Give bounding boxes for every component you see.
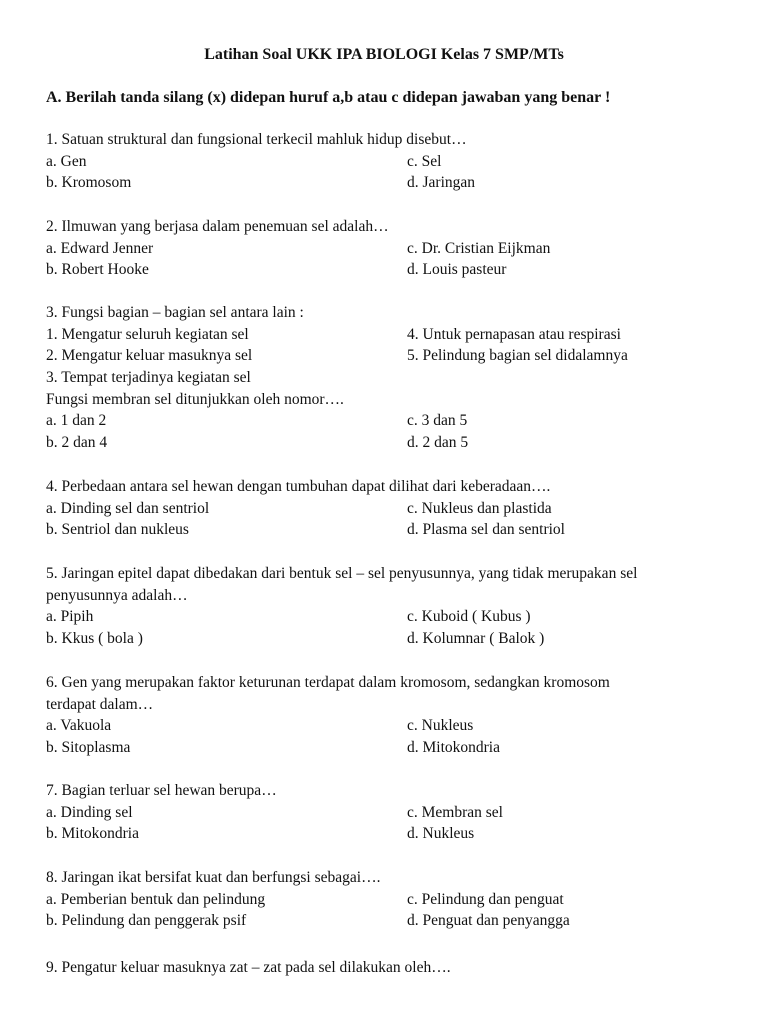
question-stem: 7. Bagian terluar sel hewan berupa… xyxy=(46,782,277,799)
option-a: a. Pemberian bentuk dan pelindung xyxy=(46,890,266,908)
option-c: c. Kuboid ( Kubus ) xyxy=(407,608,531,626)
option-d: d. Louis pasteur xyxy=(407,261,507,279)
option-a: a. Pipih xyxy=(46,608,94,626)
question-stem: 2. Ilmuwan yang berjasa dalam penemuan sel adalah… xyxy=(46,218,389,235)
option-row xyxy=(46,519,726,541)
question-stem: 3. Fungsi bagian – bagian sel antara lain : xyxy=(46,304,304,321)
question-prompt: Fungsi membran sel ditunjukkan oleh nomor…. xyxy=(46,390,344,408)
option-d: d. 2 dan 5 xyxy=(407,434,469,452)
question-9 xyxy=(46,957,726,979)
option-row xyxy=(46,802,726,824)
option-row xyxy=(46,238,726,260)
option-b: b. Pelindung dan penggerak psif xyxy=(46,912,247,930)
option-b: b. Sentriol dan nukleus xyxy=(46,521,189,539)
question-stem: 5. Jaringan epitel dapat dibedakan dari bentuk sel – sel penyusunnya, yang tidak merupakan sel xyxy=(46,565,638,582)
option-d: d. Nukleus xyxy=(407,825,475,843)
option-c: c. Sel xyxy=(407,152,442,170)
option-row xyxy=(46,715,726,737)
question-8 xyxy=(46,867,726,932)
option-c: c. Dr. Cristian Eijkman xyxy=(407,239,551,257)
option-row xyxy=(46,910,726,932)
option-b: b. Sitoplasma xyxy=(46,739,131,757)
option-row xyxy=(46,151,726,173)
question-2 xyxy=(46,216,726,281)
question-stem: 1. Satuan struktural dan fungsional terkecil mahluk hidup disebut… xyxy=(46,131,467,148)
option-c: c. Nukleus dan plastida xyxy=(407,499,552,517)
question-6 xyxy=(46,672,726,759)
statement-1: 1. Mengatur seluruh kegiatan sel xyxy=(46,325,249,343)
option-row xyxy=(46,889,726,911)
question-4 xyxy=(46,476,726,541)
option-d: d. Mitokondria xyxy=(407,739,500,757)
option-b: b. Kkus ( bola ) xyxy=(46,630,143,648)
option-row xyxy=(46,606,726,628)
option-d: d. Penguat dan penyangga xyxy=(407,912,570,930)
option-row xyxy=(46,823,726,845)
statement-5: 5. Pelindung bagian sel didalamnya xyxy=(407,347,628,365)
question-stem-continued: terdapat dalam… xyxy=(46,695,154,713)
option-c: c. Membran sel xyxy=(407,803,503,821)
option-c: c. Nukleus xyxy=(407,717,474,735)
question-3 xyxy=(46,302,726,454)
section-instruction: A. Berilah tanda silang (x) didepan huruf a,b atau c didepan jawaban yang benar ! xyxy=(46,89,611,106)
option-c: c. Pelindung dan penguat xyxy=(407,890,564,908)
option-d: d. Kolumnar ( Balok ) xyxy=(407,630,545,648)
option-a: a. Gen xyxy=(46,152,87,170)
option-b: b. Kromosom xyxy=(46,174,132,192)
question-stem: 8. Jaringan ikat bersifat kuat dan berfungsi sebagai…. xyxy=(46,869,381,886)
question-stem: 9. Pengatur keluar masuknya zat – zat pada sel dilakukan oleh…. xyxy=(46,959,451,976)
statement-2: 2. Mengatur keluar masuknya sel xyxy=(46,347,253,365)
question-stem-continued: penyusunnya adalah… xyxy=(46,586,188,604)
option-d: d. Plasma sel dan sentriol xyxy=(407,521,565,539)
option-a: a. Edward Jenner xyxy=(46,239,154,257)
option-row xyxy=(46,410,726,432)
option-a: a. Vakuola xyxy=(46,717,112,735)
option-row xyxy=(46,172,726,194)
question-stem: 4. Perbedaan antara sel hewan dengan tumbuhan dapat dilihat dari keberadaan…. xyxy=(46,478,551,495)
question-stem: 6. Gen yang merupakan faktor keturunan terdapat dalam kromosom, sedangkan kromosom xyxy=(46,674,610,691)
option-b: b. 2 dan 4 xyxy=(46,434,108,452)
statement-row xyxy=(46,345,726,367)
option-a: a. 1 dan 2 xyxy=(46,412,107,430)
option-a: a. Dinding sel xyxy=(46,803,133,821)
question-5 xyxy=(46,563,726,650)
option-row xyxy=(46,432,726,454)
statement-3: 3. Tempat terjadinya kegiatan sel xyxy=(46,369,251,387)
document-title: Latihan Soal UKK IPA BIOLOGI Kelas 7 SMP/MTs xyxy=(204,46,564,63)
question-1 xyxy=(46,129,726,194)
option-row xyxy=(46,498,726,520)
option-a: a. Dinding sel dan sentriol xyxy=(46,499,210,517)
option-b: b. Mitokondria xyxy=(46,825,139,843)
option-row xyxy=(46,259,726,281)
statement-4: 4. Untuk pernapasan atau respirasi xyxy=(407,325,621,343)
option-row xyxy=(46,628,726,650)
question-7 xyxy=(46,780,726,845)
option-c: c. 3 dan 5 xyxy=(407,412,468,430)
option-d: d. Jaringan xyxy=(407,174,476,192)
option-b: b. Robert Hooke xyxy=(46,261,149,279)
option-row xyxy=(46,737,726,759)
statement-row xyxy=(46,324,726,346)
